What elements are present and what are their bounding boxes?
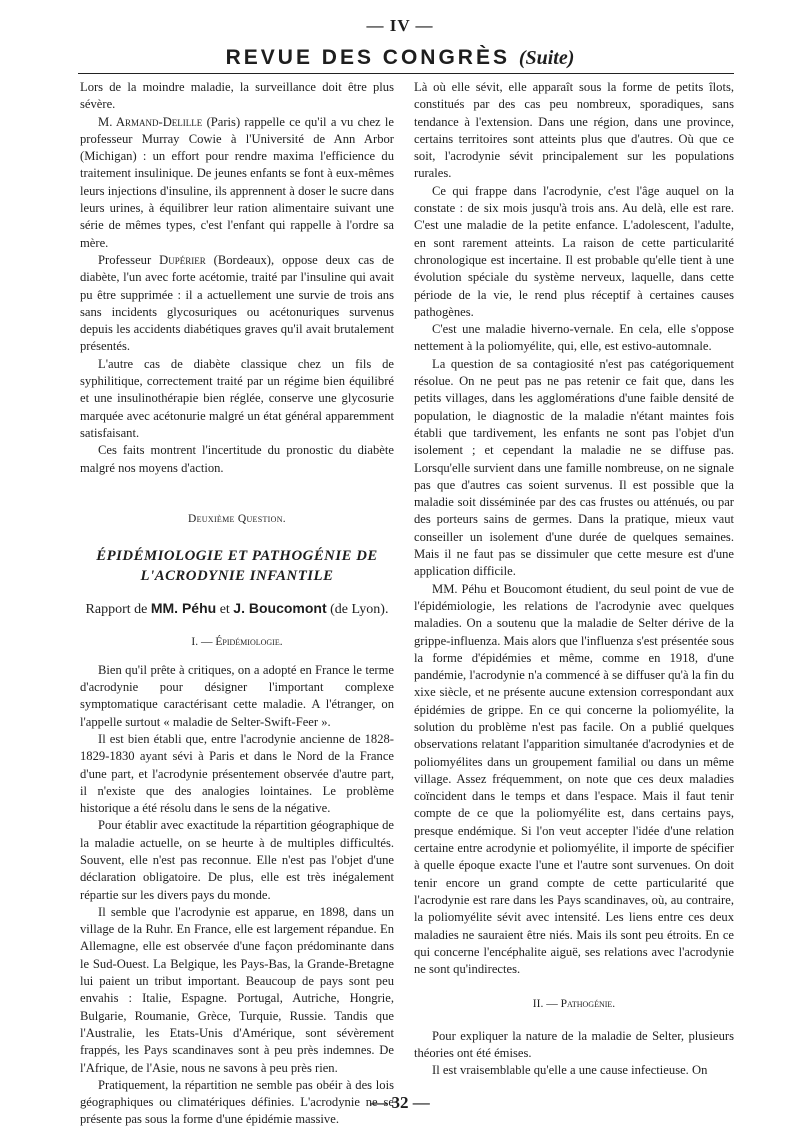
header-rule: [78, 73, 734, 74]
author-names: MM. Péhu: [150, 600, 217, 617]
paragraph: MM. Péhu et Boucomont étudient, du seul point de vue de l'épidémiologie, les relations de l'acrodynie avec quelques maladies. On a soutenu que la maladie de Selter dérive de la grippe-influenza. Mais alors que l'influenza s'est présentée sous la forme d'épidémies et même, comme en 1918, d'une pandémie, l'acrodynie n'a commencé à se diffuser qu'à la fin du xixe siècle, et ne présente aucune extension correspondant aux épidémies de grippe. En ce qui concerne la poliomyélite, la solution du problème n'est pas facile. On a publié quelques observations relatant l'apparition simultanée d'acrodynies et de poliomyélites dans un groupement familial ou dans un même village. Assez fréquemment, on note que ces deux maladies coïncident dans le temps et dans l'espace. Mais il faut tenir compte de ce que la poliomyélite est, dans certains pays, presque endémique. Si l'on veut accepter l'idée d'une relation certaine entre acrodynie et poliomyélite, il importe de spécifier à quelle époque exacte l'une et l'autre sont survenues. On doit tenir encore un grand compte de cette particularité que l'acrodynie est rare dans les Pays scandinaves, où, au contraire, la poliomyélite sévit avec intensité. Les liens entre ces deux maladies ne sauraient être niés. Mais ils sont peu étroits. En ce qui concerne l'encéphalite aiguë, ses relations avec l'acrodynie ne sont qu'indirectes.: [414, 581, 734, 977]
byline-text: et: [216, 602, 234, 618]
paragraph: Il est bien établi que, entre l'acrodynie ancienne de 1828-1829-1830 ayant sévi à Paris et dans le Nord de la France d'une part, et l'acrodynie présentement observée d'autre part, il n'existe que des analogies lointaines. Le problème historique a été résolu dans le sens de la négative.: [80, 731, 394, 816]
section-title-line: ÉPIDÉMIOLOGIE ET PATHOGÉNIE DE: [96, 548, 378, 565]
section-title: [80, 546, 394, 586]
paragraph: Pour expliquer la nature de la maladie de Selter, plusieurs théories ont été émises.: [414, 1028, 734, 1061]
paragraph: C'est une maladie hiverno-vernale. En cela, elle s'oppose nettement à la poliomyélite, qui, elle, est estivo-automnale.: [414, 322, 734, 354]
report-byline: [80, 600, 394, 618]
subsection-heading: I. — Épidémiologie.: [191, 636, 283, 649]
paragraph: Pour établir avec exactitude la répartition géographique de la maladie actuelle, on se heurte à de multiples difficultés. Souvent, elle n'est pas reconnue. Elle n'est pas l'objet d'une déclaration obligatoire. De plus, elle est très inégalement répartie sur les divers pays du monde.: [80, 818, 394, 902]
person-name: Dupérier: [159, 252, 206, 267]
section-title-line: L'ACRODYNIE INFANTILE: [140, 568, 334, 585]
paragraph: [80, 252, 394, 356]
paragraph: [80, 114, 394, 252]
subsection-heading: II. — Pathogénie.: [532, 998, 616, 1011]
person-name: M. Armand-Delille: [98, 114, 203, 129]
paragraph: Bien qu'il prête à critiques, on a adopté en France le terme d'acrodynie pour désigner l'important complexe symptomatique caractérisant cette maladie. A l'étranger, on l'appelle surtout « maladie de Selter-Swift-Feer ».: [80, 662, 394, 729]
byline-text: (de Lyon).: [326, 602, 389, 618]
paragraph: Ces faits montrent l'incertitude du pronostic du diabète malgré nos moyens d'action.: [80, 443, 394, 475]
paragraph-text: (Bordeaux), oppose deux cas de diabète, l'un avec forte acétomie, traité par l'insuline qui avait pu être supprimée : il a actuellement une survie de trois ans sans incidents glycosuriques ou acétonuriques survenus depuis les accidents diabétiques graves qu'il avait brutalement présentés.: [80, 252, 394, 354]
left-column: [80, 79, 394, 1129]
byline-text: Rapport de: [85, 602, 151, 618]
page-roman-numeral: — IV —: [366, 16, 434, 35]
paragraph: Ce qui frappe dans l'acrodynie, c'est l'âge auquel on la constate : de six mois jusqu'à trois ans. Au delà, elle est rare. C'est une maladie de la petite enfance. L'adolescent, l'adulte, en sont rarement atteints. La raison de cette particularité chronologique est incertaine. Il est probable qu'elle tient à une évolution spéciale du système nerveux, laquelle, dans cette période de la vie, le rend plus réceptif à certaines causes pathogènes.: [414, 183, 734, 319]
author-names: J. Boucomont: [233, 600, 327, 617]
right-column: [414, 79, 734, 1080]
page-number: — 32 —: [370, 1093, 430, 1112]
title-main: REVUE DES CONGRÈS: [225, 46, 510, 69]
paragraph: L'autre cas de diabète classique chez un fils de syphilitique, correctement traité par un régime bien équilibré et une insulinothérapie bien réglée, conserve une glycosurie marquée avec acétonurie malgré un état général apparemment satisfaisant.: [80, 356, 394, 440]
paragraph-text: Professeur: [98, 252, 160, 267]
question-label: Deuxième Question.: [188, 512, 286, 525]
paragraph: Pratiquement, la répartition ne semble pas obéir à des lois géographiques ou climatériques définies. L'acrodynie ne se présente pas sous la forme d'une épidémie massive.: [80, 1077, 394, 1127]
page-title: [0, 46, 800, 70]
paragraph: Il est vraisemblable qu'elle a une cause infectieuse. On: [432, 1063, 708, 1078]
paragraph: Là où elle sévit, elle apparaît sous la forme de petits îlots, constitués par des cas peu nombreux, sporadiques, sans tendance à l'extension. Dans une région, dans une province, certains territoires sont atteints plus que d'autres. Où que ce soit, l'acrodynie sévit principalement sur les populations rurales.: [414, 80, 734, 181]
paragraph-text: (Paris) rappelle ce qu'il a vu chez le professeur Murray Cowie à l'Université de Ann Arbor (Michigan) : un effort pour rendre maxima l'efficience du traitement insulinique. De jeunes enfants se font à eux-mêmes leurs injections d'insuline, ils apprennent à doser le sucre dans leurs urines, à équilibrer leur ration alimentaire suivant une série de mêmes types, c'est l'enfant qui rappelle à l'ordre sa mère.: [80, 114, 394, 250]
paragraph: Il semble que l'acrodynie est apparue, en 1898, dans un village de la Ruhr. En France, elle est largement répandue. En Allemagne, elle est observée d'une façon prédominante dans le Sud-Ouest. La Belgique, les Pays-Bas, la Grande-Bretagne lui paient un tribut important. Beaucoup de pays sont peu envahis : Italie, Espagne. Portugal, Autriche, Hongrie, Bulgarie, Roumanie, Grèce, Turquie, Russie. Tandis que l'Australie, les Etats-Unis d'Amérique, sont sévèrement frappés, les Pays scandinaves sont à peu près indemnes. De l'Afrique, de l'Asie, nous ne savons à peu près rien.: [80, 904, 394, 1075]
title-suite: (Suite): [518, 47, 575, 69]
paragraph: Lors de la moindre maladie, la surveillance doit être plus sévère.: [80, 80, 394, 112]
paragraph: La question de sa contagiosité n'est pas catégoriquement résolue. On ne peut pas ne pas retenir ce fait que, dans les petits villages, dans les agglomérations d'une faible densité de population, le diagnostic de la maladie n'étant maintes fois établi que tardivement, les enfants ne sont pas l'objet d'un isolement ; et cependant la maladie ne se diffuse pas. Lorsqu'elle survient dans une famille nombreuse, on ne signale pas que d'autres cas soient survenus. Il est possible que la maladie soit disséminée par des cas frustes ou atténués, ou par des porteurs sains de germes. Dans la pratique, mieux vaut conseiller un isolement d'une durée de quelques semaines. Mais il ne faut pas se dissimuler que cette mesure est d'une application difficile.: [414, 356, 734, 579]
